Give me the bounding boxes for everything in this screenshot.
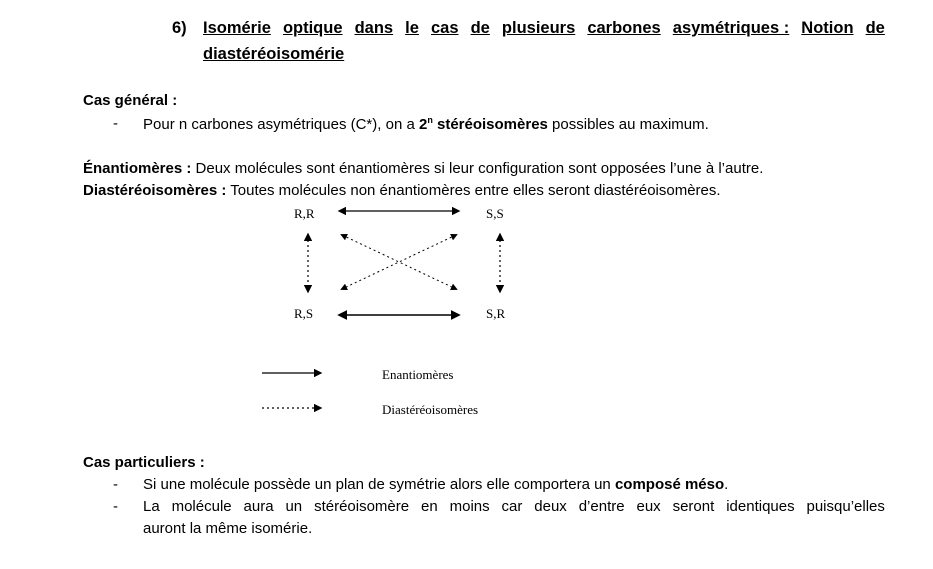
title-word: plusieurs <box>501 19 576 37</box>
section-number: 6) <box>172 19 187 37</box>
particular-item-1: Si une molécule possède un plan de symétrie alors elle comportera un composé méso. <box>143 476 729 493</box>
item-word: deux <box>534 498 567 515</box>
enantiomers-definition: Énantiomères : Deux molécules sont énantiomères si leur configuration sont opposées l’une à l’autre. <box>83 160 764 177</box>
stereoisomer-diagram <box>260 203 518 425</box>
item-word: car <box>501 498 523 515</box>
general-case-text: Pour n carbones asymétriques (C*), on a 2$^n$ stéréoisomères possibles au maximum. <box>143 115 709 133</box>
bullet-dash: - <box>113 115 118 132</box>
arrow-ss-rs <box>342 235 456 289</box>
particular-item-2-line-2: auront la même isomérie. <box>143 520 313 537</box>
node-sr: S,R <box>486 306 506 321</box>
item-word: un <box>285 498 303 515</box>
title-word: carbones <box>587 19 661 37</box>
item-word: aura <box>243 498 274 515</box>
item-word: stéréoisomère <box>314 498 410 515</box>
enantiomers-label: Énantiomères : <box>83 160 192 177</box>
section-title-line-2: diastéréoisomérie <box>203 45 345 63</box>
item-word: d’entre <box>578 498 625 515</box>
particular-item-2-line-1 <box>143 498 885 515</box>
title-word: dans <box>354 19 394 37</box>
item-word: eux <box>636 498 661 515</box>
item-word: seront <box>672 498 715 515</box>
node-rr: R,R <box>294 206 315 221</box>
general-case-title: Cas général : <box>83 92 178 109</box>
item-word: en <box>421 498 438 515</box>
title-word: asymétriques : <box>672 19 790 37</box>
node-rs: R,S <box>294 306 314 321</box>
item-word: puisqu’elles <box>806 498 885 515</box>
item-word: molécule <box>171 498 232 515</box>
legend-solid-label: Enantiomères <box>382 367 454 382</box>
item-word: moins <box>449 498 490 515</box>
stereoisomers-term: stéréoisomères <box>432 116 548 133</box>
bullet-dash: - <box>113 476 118 493</box>
title-word: Isomérie <box>203 19 271 37</box>
title-word: de <box>865 19 885 37</box>
bullet-dash: - <box>113 498 118 515</box>
arrow-rr-sr <box>342 235 456 289</box>
meso-compound-term: composé méso <box>614 476 725 493</box>
title-word: Notion <box>801 19 854 37</box>
power-base: 2 <box>418 116 428 133</box>
legend-dotted-label: Diastéréoisomères <box>382 402 479 417</box>
title-word: de <box>470 19 490 37</box>
item-word: identiques <box>726 498 795 515</box>
diastereoisomers-label: Diastéréoisomères : <box>83 182 227 199</box>
power-exponent: n <box>427 115 433 125</box>
item-word: La <box>143 498 160 515</box>
node-ss: S,S <box>486 206 504 221</box>
title-word: optique <box>282 19 343 37</box>
title-word: cas <box>430 19 459 37</box>
particular-cases-title: Cas particuliers : <box>83 454 205 471</box>
title-word: le <box>405 19 419 37</box>
section-title-line-1 <box>203 19 885 38</box>
diastereoisomers-definition: Diastéréoisomères : Toutes molécules non énantiomères entre elles seront diastéréoisomères. <box>83 182 721 199</box>
